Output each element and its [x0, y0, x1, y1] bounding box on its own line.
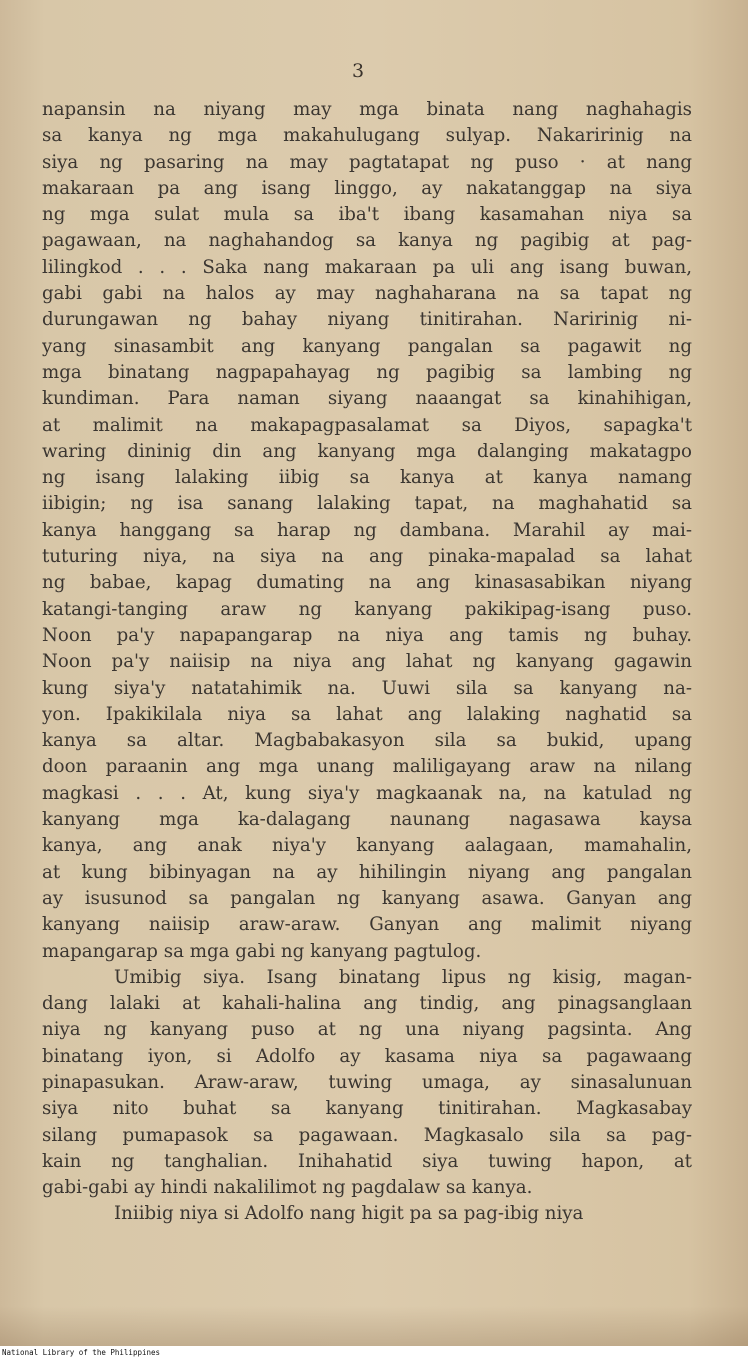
text-line: Noon pa'y naiisip na niya ang lahat ng kanyang gagawin: [42, 651, 692, 673]
text-line: siya nito buhat sa kanyang tinitirahan. Magkasabay: [42, 1098, 692, 1120]
text-line: kanya hanggang sa harap ng dambana. Marahil ay mai-: [42, 519, 692, 541]
text-line: magkasi . . . At, kung siya'y magkaanak na, na katulad ng: [42, 782, 692, 804]
text-line: gabi gabi na halos ay may naghaharana na sa tapat ng: [42, 283, 692, 305]
text-line: yang sinasambit ang kanyang pangalan sa pagawit ng: [42, 335, 692, 357]
text-line: kundiman. Para naman siyang naaangat sa kinahihigan,: [42, 388, 692, 410]
text-line: durungawan ng bahay niyang tinitirahan. Naririnig ni-: [42, 309, 692, 331]
text-line: ng isang lalaking iibig sa kanya at kanya namang: [42, 467, 692, 489]
text-line: makaraan pa ang isang linggo, ay nakatanggap na siya: [42, 177, 692, 199]
text-line: pinapasukan. Araw-araw, tuwing umaga, ay sinasalunuan: [42, 1071, 692, 1093]
text-line: kung siya'y natatahimik na. Uuwi sila sa kanyang na-: [42, 677, 692, 699]
text-line: kanyang mga ka-dalagang naunang nagasawa kaysa: [42, 809, 692, 831]
text-line: niya ng kanyang puso at ng una niyang pagsinta. Ang: [42, 1019, 692, 1041]
text-line: dang lalaki at kahali-halina ang tindig, ang pinagsanglaan: [42, 993, 692, 1015]
text-line: at malimit na makapagpasalamat sa Diyos, sapagka't: [42, 414, 692, 436]
text-line: mga binatang nagpapahayag ng pagibig sa lambing ng: [42, 361, 692, 383]
text-line: Noon pa'y napapangarap na niya ang tamis ng buhay.: [42, 624, 692, 646]
body-text: [42, 97, 692, 1228]
text-line: ng mga sulat mula sa iba't ibang kasamahan niya sa: [42, 204, 692, 226]
text-line: siya ng pasaring na may pagtatapat ng puso · at nang: [42, 151, 692, 173]
text-line: waring dininig din ang kanyang mga dalanging makatagpo: [42, 440, 692, 462]
text-line: lilingkod . . . Saka nang makaraan pa uli ang isang buwan,: [42, 256, 692, 278]
text-line: kanya sa altar. Magbabakasyon sila sa bukid, upang: [42, 730, 692, 752]
text-line: gabi-gabi ay hindi nakalilimot ng pagdalaw sa kanya.: [42, 1177, 533, 1199]
text-line: kain ng tanghalian. Inihahatid siya tuwing hapon, at: [42, 1150, 692, 1172]
text-line: ng babae, kapag dumating na ang kinasasabikan niyang: [42, 572, 692, 594]
text-line: kanyang naiisip araw-araw. Ganyan ang malimit niyang: [42, 914, 692, 936]
text-line: tuturing niya, na siya na ang pinaka-mapalad sa lahat: [42, 546, 692, 568]
text-line: napansin na niyang may mga binata nang naghahagis: [42, 99, 692, 120]
text-line: Umibig siya. Isang binatang lipus ng kisig, magan-: [114, 966, 692, 988]
text-line: kanya, ang anak niya'y kanyang aalagaan, mamahalin,: [42, 835, 692, 857]
text-line: pagawaan, na naghahandog sa kanya ng pagibig at pag-: [42, 230, 692, 252]
text-line: yon. Ipakikilala niya sa lahat ang lalaking naghatid sa: [42, 703, 692, 725]
text-line: iibigin; ng isa sanang lalaking tapat, na maghahatid sa: [42, 493, 692, 515]
text-line: katangi-tanging araw ng kanyang pakikipag-isang puso.: [42, 598, 692, 620]
text-line: binatang iyon, si Adolfo ay kasama niya sa pagawaang: [42, 1045, 692, 1067]
text-line: Iniibig niya si Adolfo nang higit pa sa pag-ibig niya: [114, 1203, 584, 1225]
text-line: silang pumapasok sa pagawaan. Magkasalo sila sa pag-: [42, 1124, 692, 1146]
footer-credit: National Library of the Philippines: [2, 1348, 161, 1357]
text-line: doon paraanin ang mga unang maliligayang araw na nilang: [42, 756, 692, 778]
text-line: mapangarap sa mga gabi ng kanyang pagtulog.: [42, 940, 482, 962]
text-line: at kung bibinyagan na ay hihilingin niyang ang pangalan: [42, 861, 692, 883]
text-line: ay isusunod sa pangalan ng kanyang asawa. Ganyan ang: [42, 887, 692, 909]
text-line: sa kanya ng mga makahulugang sulyap. Nakaririnig na: [42, 125, 692, 147]
page-number: 3: [351, 60, 365, 82]
